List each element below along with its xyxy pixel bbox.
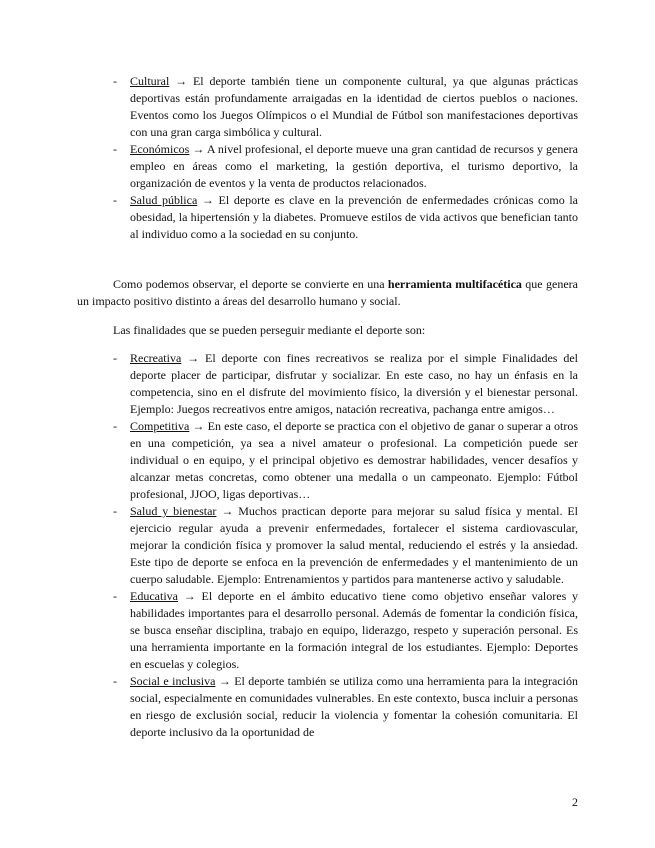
list-item	[113, 673, 578, 741]
list-item-text: → El deporte con fines recreativos se realiza por el simple Finalidades del deporte placer de participar, disfrutar y socializar. En este caso, no hay un énfasis en la competencia, sino en el disfrute del movimiento físico, la diversión y el bienestar personal. Ejemplo: Juegos recreativos entre amigos, natación recreativa, pachanga entre amigos…	[130, 351, 578, 416]
summary-text-after: que genera un impacto positivo distinto a áreas del desarrollo humano y social.	[77, 277, 578, 308]
list-item	[113, 503, 578, 588]
list-item-text: → El deporte en el ámbito educativo tiene como objetivo enseñar valores y habilidades importantes para el desarrollo personal. Además de fomentar la condición física, se busca enseñar disciplina, trabajo en equipo, liderazgo, respeto y superación personal. Es una herramienta importante en la formación integral de los estudiantes. Ejemplo: Deportes en escuelas y colegios.	[130, 589, 578, 671]
list-item	[113, 418, 578, 503]
list-item-term: Cultural	[130, 74, 170, 88]
bullet-dash: -	[113, 589, 117, 603]
list-item-term: Recreativa	[130, 351, 182, 365]
list-item-text: → A nivel profesional, el deporte mueve una gran cantidad de recursos y genera empleo en áreas como el marketing, la gestión deportiva, el turismo deportivo, la organización de eventos y la venta de productos relacionados.	[130, 142, 578, 190]
summary-text-before: Como podemos observar, el deporte se convierte en una	[113, 277, 388, 291]
bullet-dash: -	[113, 351, 117, 365]
list-item	[113, 141, 578, 192]
list-item	[113, 73, 578, 141]
list-item-text: → En este caso, el deporte se practica con el objetivo de ganar o superar a otros en una competición, ya sea a nivel amateur o profesional. La competición puede ser individual o en equipo, y el principal objetivo es demostrar habilidades, vencer desafíos y alcanzar metas concretas, como obtener una medalla o un campeonato. Ejemplo: Fútbol profesional, JJOO, ligas deportivas…	[130, 419, 578, 501]
list-item	[113, 192, 578, 243]
list-item	[113, 588, 578, 673]
bullet-dash: -	[113, 74, 117, 88]
bullet-dash: -	[113, 193, 117, 207]
top-bullet-list	[113, 73, 578, 243]
list-item-term: Competitiva	[130, 419, 190, 433]
list-item-term: Salud y bienestar	[130, 504, 217, 518]
list-item	[113, 350, 578, 418]
page-number: 2	[572, 795, 578, 809]
bullet-dash: -	[113, 674, 117, 688]
list-item-text: → Muchos practican deporte para mejorar su salud física y mental. El ejercicio regular ayuda a prevenir enfermedades, fortalecer el sistema cardiovascular, mejorar la condición física y promover la salud mental, reduciendo el estrés y la ansiedad. Este tipo de deporte se enfoca en la prevención de enfermedades y el mantenimiento de un cuerpo saludable. Ejemplo: Entrenamientos y partidos para mantenerse activo y saludable.	[130, 504, 578, 586]
list-item-text: → El deporte es clave en la prevención de enfermedades crónicas como la obesidad, la hipertensión y la diabetes. Promueve estilos de vida activos que benefician tanto al individuo como a la sociedad en su conjunto.	[130, 193, 578, 241]
list-item-term: Educativa	[130, 589, 178, 603]
purposes-bullet-list	[113, 350, 578, 741]
list-item-term: Social e inclusiva	[130, 674, 216, 688]
list-item-term: Salud pública	[130, 193, 198, 207]
list-item-text: → El deporte también tiene un componente cultural, ya que algunas prácticas deportivas están profundamente arraigadas en la identidad de ciertos pueblos o naciones. Eventos como los Juegos Olímpicos o el Mundial de Fútbol son manifestaciones deportivas con una gran carga simbólica y cultural.	[130, 74, 578, 139]
list-item-text: → El deporte también se utiliza como una herramienta para la integración social, especialmente en comunidades vulnerables. En este contexto, busca incluir a personas en riesgo de exclusión social, reducir la violencia y fomentar la cohesión comunitaria. El deporte inclusivo da la oportunidad de	[130, 674, 578, 739]
bullet-dash: -	[113, 504, 117, 518]
list-item-term: Económicos	[130, 142, 190, 156]
bullet-dash: -	[113, 419, 117, 433]
summary-paragraph	[77, 276, 578, 310]
bullet-dash: -	[113, 142, 117, 156]
summary-bold-term: herramienta multifacética	[387, 277, 522, 291]
intro-paragraph: Las finalidades que se pueden perseguir mediante el deporte son:	[113, 323, 426, 337]
